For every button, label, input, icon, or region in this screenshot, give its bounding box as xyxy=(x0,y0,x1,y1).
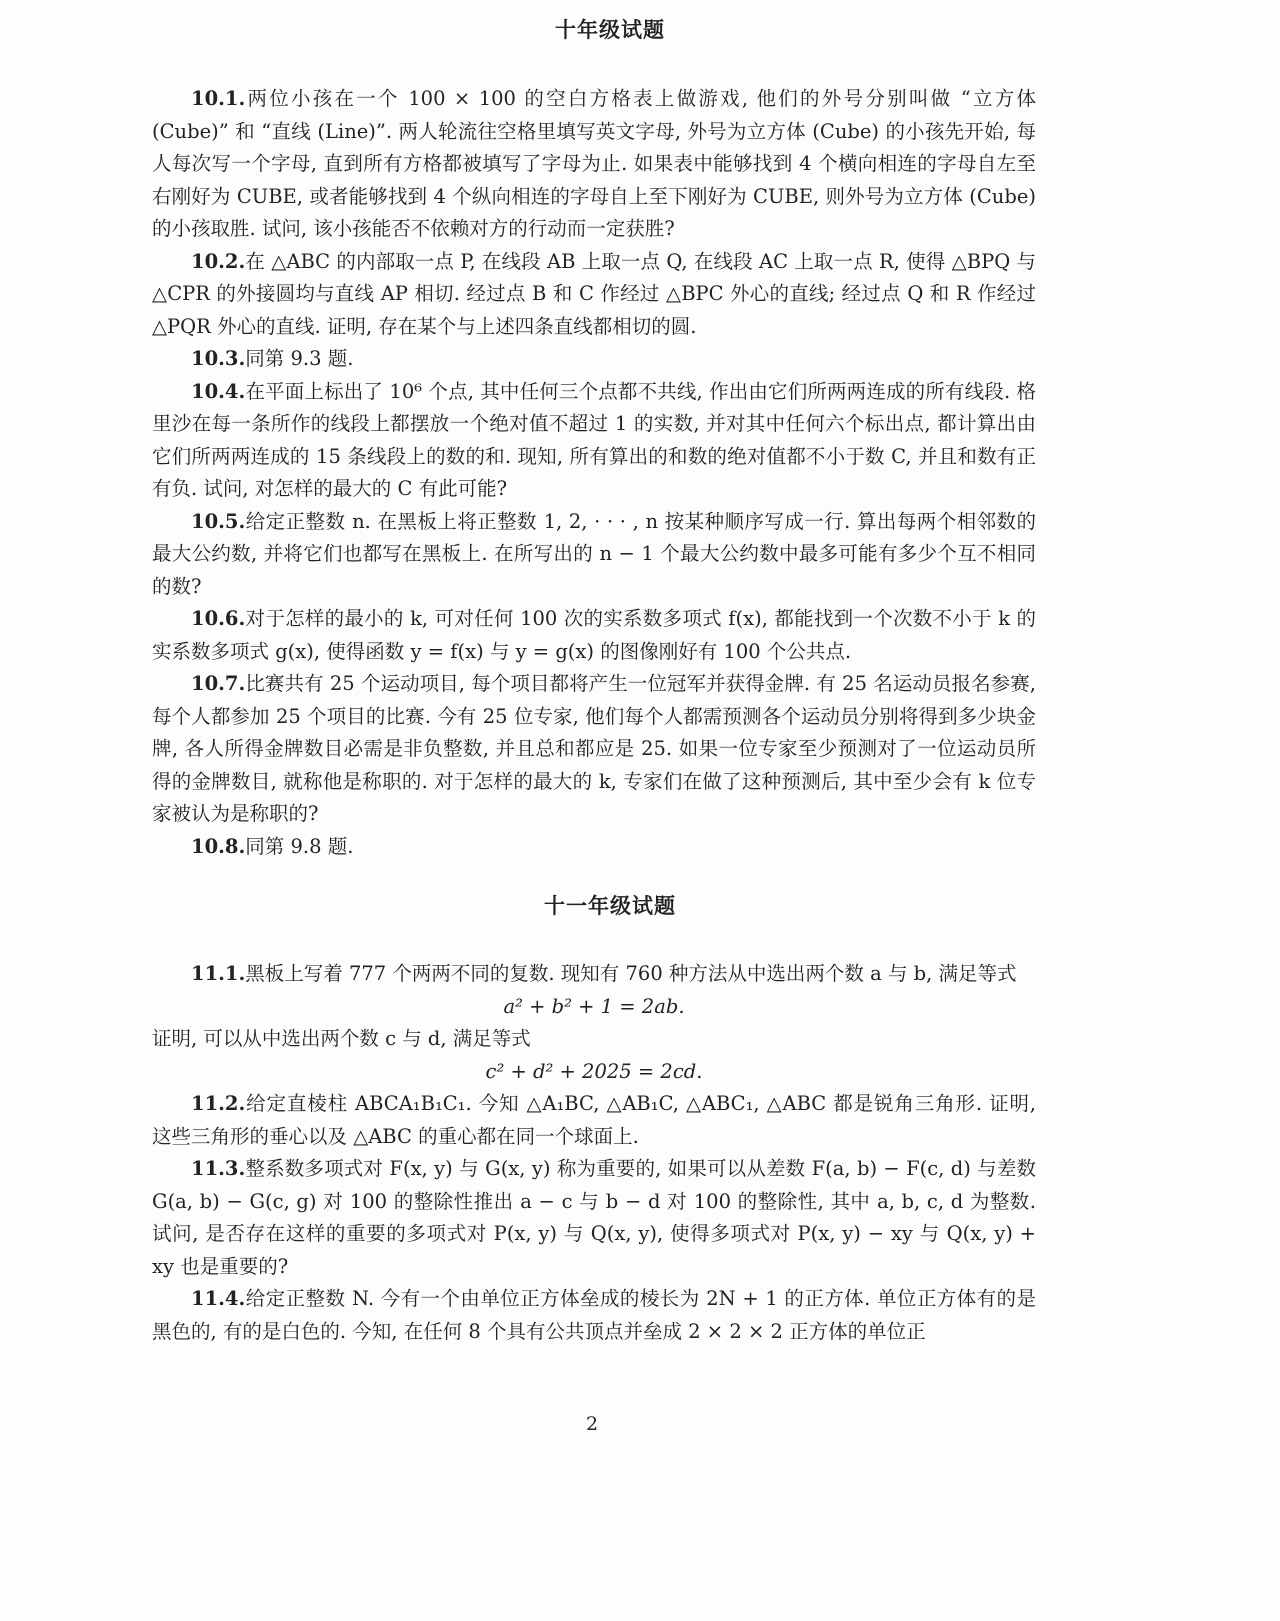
problem-number: 11.3. xyxy=(191,1157,246,1180)
problem-10-1 xyxy=(152,83,1036,246)
grade10-title: 十年级试题 xyxy=(555,17,665,42)
problem-11-2 xyxy=(152,1088,1036,1153)
problem-text: 在平面上标出了 10⁶ 个点, 其中任何三个点都不共线, 作出由它们所两两连成的所有线段. 格里沙在每一条所作的线段上都摆放一个绝对值不超过 1 的实数, 并对其中任何六个标出点, 都计算出由它们所两两连成的 15 条线段上的数的和. 现知, 所有算出的和数的绝对值都不小于数 C, 并且和数有正有负. 试问, 对怎样的最大的 C 有此可能? xyxy=(152,379,1036,500)
problem-11-1-continuation: 证明, 可以从中选出两个数 c 与 d, 满足等式 xyxy=(152,1027,531,1050)
problem-number: 11.1. xyxy=(191,962,246,985)
problem-10-3 xyxy=(152,343,1036,376)
problem-text: 给定正整数 n. 在黑板上将正整数 1, 2, · · · , n 按某种顺序写成一行. 算出每两个相邻数的最大公约数, 并将它们也都写在黑板上. 在所写出的 n − 1 个最大公约数中最多可能有多少个互不相同的数? xyxy=(152,509,1036,598)
problem-text: 对于怎样的最小的 k, 可对任何 100 次的实系数多项式 f(x), 都能找到一个次数不小于 k 的实系数多项式 g(x), 使得函数 y = f(x) 与 y = g(x) 的图像刚好有 100 个公共点. xyxy=(152,607,1036,663)
problem-number: 10.1. xyxy=(191,87,246,110)
grade10-problems xyxy=(152,83,1036,863)
formula-1: a² + b² + 1 = 2ab. xyxy=(503,994,685,1018)
problem-10-6 xyxy=(152,603,1036,668)
problem-text: 同第 9.8 题. xyxy=(245,834,354,858)
problem-number: 10.2. xyxy=(191,249,246,273)
problem-text: 给定直棱柱 ABCA₁B₁C₁. 今知 △A₁BC, △AB₁C, △ABC₁, △ABC 都是锐角三角形. 证明, 这些三角形的垂心以及 △ABC 的重心都在同一个球面上. xyxy=(152,1092,1036,1148)
problem-11-1 xyxy=(152,958,1036,991)
grade11-title: 十一年级试题 xyxy=(544,893,676,918)
problem-text: 黑板上写着 777 个两两不同的复数. 现知有 760 种方法从中选出两个数 a 与 b, 满足等式 xyxy=(245,962,1017,985)
problem-10-4 xyxy=(152,376,1036,506)
problem-text: 同第 9.3 题. xyxy=(245,347,354,370)
problem-number: 10.3. xyxy=(191,347,246,370)
grade11-problems xyxy=(152,958,1036,1348)
problem-number: 10.7. xyxy=(191,672,246,695)
formula-2: c² + d² + 2025 = 2cd. xyxy=(485,1059,703,1083)
problem-text: 给定正整数 N. 今有一个由单位正方体垒成的棱长为 2N + 1 的正方体. 单位正方体有的是黑色的, 有的是白色的. 今知, 在任何 8 个具有公共顶点并垒成 2 × 2 × 2 正方体的单位正 xyxy=(152,1287,1036,1343)
problem-text: 比赛共有 25 个运动项目, 每个项目都将产生一位冠军并获得金牌. 有 25 名运动员报名参赛, 每个人都参加 25 个项目的比赛. 今有 25 位专家, 他们每个人都需预测各个运动员分别将得到多少块金牌, 各人所得金牌数目必需是非负整数, 并且总和都应是 25. 如果一位专家至少预测对了一位运动员所得的金牌数目, 就称他是称职的. 对于怎样的最大的 k, 专家们在做了这种预测后, 其中至少会有 k 位专家被认为是称职的? xyxy=(152,672,1036,825)
problem-number: 11.4. xyxy=(191,1287,246,1310)
problem-number: 10.8. xyxy=(191,834,246,858)
problem-number: 10.5. xyxy=(191,509,246,533)
problem-10-7 xyxy=(152,668,1036,831)
problem-text: 整系数多项式对 F(x, y) 与 G(x, y) 称为重要的, 如果可以从差数 F(a, b) − F(c, d) 与差数 G(a, b) − G(c, g) 对 100 的整除性推出 a − c 与 b − d 对 100 的整除性, 其中 a, b, c, d 为整数. 试问, 是否存在这样的重要的多项式对 P(x, y) 与 Q(x, y), 使得多项式对 P(x, y) − xy 与 Q(x, y) + xy 也是重要的? xyxy=(152,1157,1036,1278)
page-number: 2 xyxy=(585,1413,599,1435)
problem-number: 10.6. xyxy=(191,607,246,630)
problem-text: 两位小孩在一个 100 × 100 的空白方格表上做游戏, 他们的外号分别叫做 “立方体 (Cube)” 和 “直线 (Line)”. 两人轮流往空格里填写英文字母, 外号为立方体 (Cube) 的小孩先开始, 每人每次写一个字母, 直到所有方格都被填写了字母为止. 如果表中能够找到 4 个横向相连的字母自左至右刚好为 CUBE, 或者能够找到 4 个纵向相连的字母自上至下刚好为 CUBE, 则外号为立方体 (Cube) 的小孩取胜. 试问, 该小孩能否不依赖对方的行动而一定获胜? xyxy=(152,87,1036,240)
problem-10-8 xyxy=(152,831,1036,864)
problem-10-5 xyxy=(152,506,1036,604)
problem-10-2 xyxy=(152,246,1036,344)
problem-text: 在 △ABC 的内部取一点 P, 在线段 AB 上取一点 Q, 在线段 AC 上取一点 R, 使得 △BPQ 与 △CPR 的外接圆均与直线 AP 相切. 经过点 B 和 C 作经过 △BPC 外心的直线; 经过点 Q 和 R 作经过 △PQR 外心的直线. 证明, 存在某个与上述四条直线都相切的圆. xyxy=(152,249,1036,338)
problem-number: 10.4. xyxy=(191,379,246,403)
problem-11-3 xyxy=(152,1153,1036,1283)
problem-11-4 xyxy=(152,1283,1036,1348)
problem-number: 11.2. xyxy=(191,1092,246,1115)
